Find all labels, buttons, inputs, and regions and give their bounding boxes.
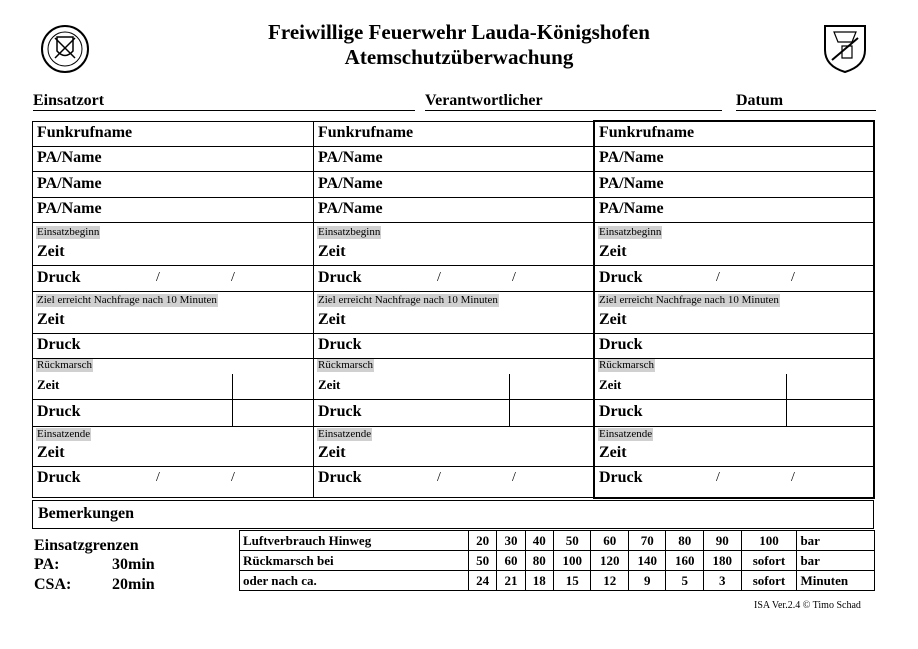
table-cell: 40: [525, 531, 553, 551]
druck-label: Druck: [37, 336, 81, 353]
table-cell: 60: [591, 531, 629, 551]
pa-name-row[interactable]: [595, 147, 873, 172]
zeit-label: Zeit: [318, 311, 346, 328]
zeit-label: Zeit: [599, 377, 622, 392]
table-row: [240, 571, 875, 591]
einsatzende-label: Einsatzende: [37, 428, 91, 440]
table-cell: 21: [497, 571, 525, 591]
zeit-label: Zeit: [37, 243, 65, 260]
unit-cell: bar: [797, 551, 875, 571]
table-cell: sofort: [741, 571, 797, 591]
table-row: [240, 551, 875, 571]
datum-label: Datum: [736, 92, 784, 109]
einsatzort-field[interactable]: [33, 88, 415, 111]
verantwortlicher-label: Verantwortlicher: [425, 92, 543, 109]
luftverbrauch-table: [239, 530, 875, 591]
ziel-erreicht-label: Ziel erreicht Nachfrage nach 10 Minuten: [37, 294, 217, 306]
verantwortlicher-field[interactable]: [425, 88, 722, 111]
pa-name-label: PA/Name: [37, 175, 102, 192]
rueckmarsch-label: Rückmarsch: [599, 359, 654, 371]
zeit-label: Zeit: [318, 444, 346, 461]
table-cell: 100: [741, 531, 797, 551]
zeit-label: Zeit: [599, 444, 627, 461]
separator: /: [716, 270, 720, 285]
einsatzort-label: Einsatzort: [33, 92, 105, 109]
table-cell: 5: [666, 571, 704, 591]
table-cell: 30: [497, 531, 525, 551]
einsatzbeginn-label: Einsatzbeginn: [318, 226, 381, 238]
csa-limit-label: CSA:: [34, 576, 72, 593]
druck-label: Druck: [37, 269, 81, 286]
pa-name-row[interactable]: [33, 172, 313, 198]
zeit-row[interactable]: [33, 442, 313, 467]
pa-name-label: PA/Name: [318, 149, 383, 166]
zeit-row[interactable]: [33, 374, 313, 400]
table-cell: 12: [591, 571, 629, 591]
einsatzende-label: Einsatzende: [599, 428, 653, 440]
table-cell: 18: [525, 571, 553, 591]
table-cell: 120: [591, 551, 629, 571]
bemerkungen-label: Bemerkungen: [38, 505, 134, 522]
druck-row[interactable]: [314, 467, 594, 495]
ziel-erreicht-label: Ziel erreicht Nachfrage nach 10 Minuten: [318, 294, 498, 306]
separator: /: [231, 270, 235, 285]
zeit-row[interactable]: [314, 309, 594, 334]
pa-name-label: PA/Name: [599, 200, 664, 217]
rueckmarsch-label: Rückmarsch: [318, 359, 373, 371]
zeit-label: Zeit: [318, 243, 346, 260]
einsatzbeginn-label: Einsatzbeginn: [599, 226, 662, 238]
table-cell: 3: [704, 571, 742, 591]
pa-name-row[interactable]: [33, 198, 313, 223]
table-cell: 90: [704, 531, 742, 551]
zeit-row[interactable]: [314, 240, 594, 266]
datum-field[interactable]: [736, 88, 876, 111]
zeit-row[interactable]: [595, 309, 873, 334]
zeit-label: Zeit: [37, 311, 65, 328]
druck-row[interactable]: [33, 467, 313, 495]
separator: /: [512, 270, 516, 285]
druck-label: Druck: [318, 469, 362, 486]
separator: /: [231, 470, 235, 485]
einsatzbeginn-label: Einsatzbeginn: [37, 226, 100, 238]
csa-limit-value: 20min: [112, 576, 155, 593]
pa-name-row[interactable]: [314, 198, 594, 223]
druck-label: Druck: [599, 469, 643, 486]
ziel-erreicht-label: Ziel erreicht Nachfrage nach 10 Minuten: [599, 294, 779, 306]
row-name: Rückmarsch bei: [240, 551, 469, 571]
funkrufname-label: Funkrufname: [37, 124, 133, 141]
druck-row[interactable]: [33, 400, 313, 427]
table-cell: 80: [666, 531, 704, 551]
zeit-row[interactable]: [314, 442, 594, 467]
funkrufname-label: Funkrufname: [599, 124, 695, 141]
cell-divider: [509, 400, 510, 427]
pa-limit-label: PA:: [34, 556, 60, 573]
separator: /: [156, 270, 160, 285]
zeit-row[interactable]: [595, 240, 873, 266]
pa-name-label: PA/Name: [318, 200, 383, 217]
pa-name-label: PA/Name: [599, 175, 664, 192]
page-subtitle: Atemschutzüberwachung: [344, 45, 574, 69]
druck-label: Druck: [599, 336, 643, 353]
druck-row[interactable]: [595, 400, 873, 427]
cell-divider: [232, 374, 233, 400]
pa-name-row[interactable]: [314, 172, 594, 198]
zeit-row[interactable]: [595, 442, 873, 467]
rueckmarsch-label: Rückmarsch: [37, 359, 92, 371]
row-name: Luftverbrauch Hinweg: [240, 531, 469, 551]
zeit-row[interactable]: [314, 374, 594, 400]
cell-divider: [232, 400, 233, 427]
funkrufname-label: Funkrufname: [318, 124, 414, 141]
druck-row[interactable]: [314, 266, 594, 292]
separator: /: [156, 470, 160, 485]
druck-row[interactable]: [314, 334, 594, 359]
table-cell: 24: [469, 571, 497, 591]
druck-row[interactable]: [33, 266, 313, 292]
table-cell: sofort: [741, 551, 797, 571]
version-label: ISA Ver.2.4 © Timo Schad: [754, 600, 861, 611]
pa-name-label: PA/Name: [37, 200, 102, 217]
pa-name-label: PA/Name: [599, 149, 664, 166]
table-cell: 15: [553, 571, 591, 591]
table-cell: 9: [628, 571, 666, 591]
druck-row[interactable]: [595, 266, 873, 292]
einsatzende-label: Einsatzende: [318, 428, 372, 440]
table-cell: 140: [628, 551, 666, 571]
pa-name-row[interactable]: [314, 147, 594, 172]
druck-label: Druck: [599, 269, 643, 286]
cell-divider: [509, 374, 510, 400]
zeit-row[interactable]: [33, 309, 313, 334]
separator: /: [512, 470, 516, 485]
zeit-label: Zeit: [318, 377, 341, 392]
pa-name-label: PA/Name: [37, 149, 102, 166]
pa-limit-value: 30min: [112, 556, 155, 573]
unit-cell: bar: [797, 531, 875, 551]
druck-row[interactable]: [33, 334, 313, 359]
separator: /: [791, 470, 795, 485]
druck-label: Druck: [318, 269, 362, 286]
table-cell: 100: [553, 551, 591, 571]
unit-cell: Minuten: [797, 571, 875, 591]
table-cell: 50: [553, 531, 591, 551]
table-row: [240, 531, 875, 551]
table-cell: 60: [497, 551, 525, 571]
druck-label: Druck: [318, 403, 362, 420]
pa-name-row[interactable]: [595, 172, 873, 198]
table-cell: 180: [704, 551, 742, 571]
table-cell: 20: [469, 531, 497, 551]
druck-row[interactable]: [314, 400, 594, 427]
druck-label: Druck: [599, 403, 643, 420]
druck-row[interactable]: [595, 467, 873, 495]
table-cell: 50: [469, 551, 497, 571]
separator: /: [437, 470, 441, 485]
cell-divider: [786, 400, 787, 427]
pa-name-label: PA/Name: [318, 175, 383, 192]
separator: /: [716, 470, 720, 485]
table-cell: 160: [666, 551, 704, 571]
zeit-label: Zeit: [599, 311, 627, 328]
zeit-label: Zeit: [599, 243, 627, 260]
pa-name-row[interactable]: [33, 147, 313, 172]
table-cell: 80: [525, 551, 553, 571]
zeit-label: Zeit: [37, 377, 60, 392]
zeit-row[interactable]: [595, 374, 873, 400]
zeit-row[interactable]: [33, 240, 313, 266]
druck-label: Druck: [37, 403, 81, 420]
druck-row[interactable]: [595, 334, 873, 359]
separator: /: [437, 270, 441, 285]
druck-label: Druck: [318, 336, 362, 353]
druck-label: Druck: [37, 469, 81, 486]
zeit-label: Zeit: [37, 444, 65, 461]
row-name: oder nach ca.: [240, 571, 469, 591]
table-cell: 70: [628, 531, 666, 551]
separator: /: [791, 270, 795, 285]
einsatzgrenzen-title: Einsatzgrenzen: [34, 537, 139, 554]
cell-divider: [786, 374, 787, 400]
bemerkungen-field[interactable]: [32, 500, 874, 529]
pa-name-row[interactable]: [595, 198, 873, 223]
page-title: Freiwillige Feuerwehr Lauda-Königshofen: [268, 20, 650, 44]
